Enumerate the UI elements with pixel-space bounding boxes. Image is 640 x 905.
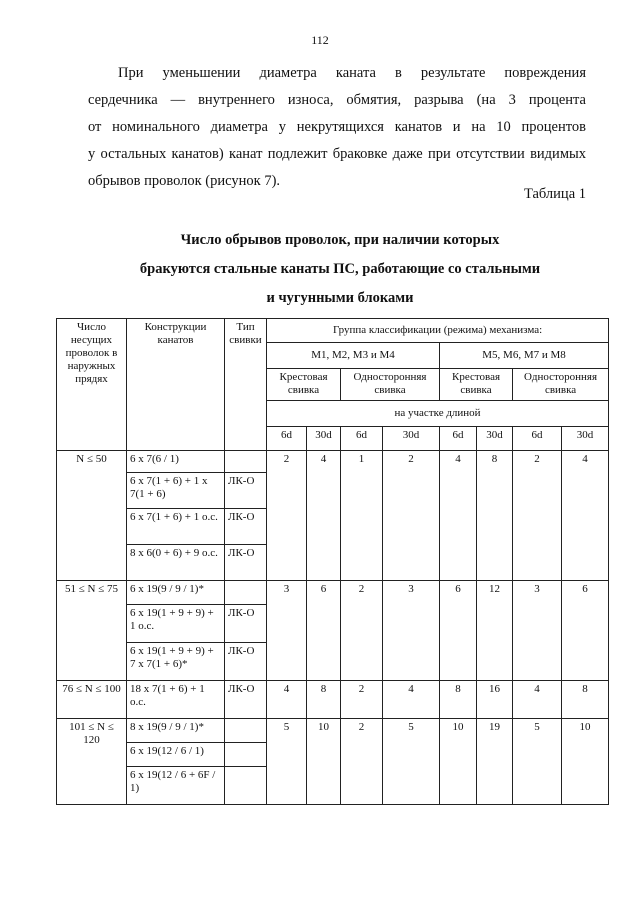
value-cell: 2 (341, 719, 383, 805)
header-6d: 6d (513, 427, 562, 451)
lay-type-cell (225, 581, 267, 605)
construction-cell: 18 x 7(1 + 6) + 1 о.с. (127, 681, 225, 719)
value-cell: 10 (562, 719, 609, 805)
table-title (0, 226, 640, 313)
title-line: и чугунными блоками (266, 290, 414, 306)
construction-cell: 8 x 6(0 + 6) + 9 о.с. (127, 545, 225, 581)
value-cell: 2 (341, 681, 383, 719)
value-cell: 12 (477, 581, 513, 681)
header-cross-lay: Крестовая свивка (267, 369, 341, 401)
header-30d: 30d (383, 427, 440, 451)
value-cell: 19 (477, 719, 513, 805)
group-range: N ≤ 50 (57, 451, 127, 581)
value-cell: 8 (477, 451, 513, 581)
lay-type-cell: ЛК-О (225, 643, 267, 681)
value-cell: 3 (383, 581, 440, 681)
header-6d: 6d (267, 427, 307, 451)
value-cell: 5 (267, 719, 307, 805)
value-cell: 4 (440, 451, 477, 581)
lay-type-cell (225, 719, 267, 743)
paragraph-line: у остальных канатов) канат подлежит браковке даже при отсутствии видимых (88, 146, 586, 162)
header-group-b: M5, M6, M7 и M8 (440, 343, 609, 369)
value-cell: 6 (307, 581, 341, 681)
lay-type-cell: ЛК-О (225, 509, 267, 545)
header-30d: 30d (477, 427, 513, 451)
header-lay-type: Тип свивки (225, 319, 267, 451)
header-group-a: M1, M2, M3 и M4 (267, 343, 440, 369)
body-paragraph (88, 60, 586, 195)
value-cell: 3 (513, 581, 562, 681)
construction-cell: 6 x 7(1 + 6) + 1 x 7(1 + 6) (127, 473, 225, 509)
paragraph-line: При уменьшении диаметра каната в результате повреждения (118, 65, 586, 81)
value-cell: 8 (440, 681, 477, 719)
paragraph-line: от номинального диаметра у некрутящихся канатов и на 10 процентов (88, 119, 586, 135)
paragraph-line: сердечника — внутреннего износа, обмятия, разрыва (на 3 процента (88, 92, 586, 108)
construction-cell: 6 x 7(6 / 1) (127, 451, 225, 473)
construction-cell: 6 x 19(9 / 9 / 1)* (127, 581, 225, 605)
header-one-side-lay: Односторонняя свивка (513, 369, 609, 401)
construction-cell: 6 x 19(1 + 9 + 9) + 7 x 7(1 + 6)* (127, 643, 225, 681)
construction-cell: 6 x 19(12 / 6 + 6F / 1) (127, 767, 225, 805)
construction-cell: 6 x 7(1 + 6) + 1 о.с. (127, 509, 225, 545)
value-cell: 2 (267, 451, 307, 581)
value-cell: 5 (383, 719, 440, 805)
table-label: Таблица 1 (523, 186, 586, 202)
value-cell: 3 (267, 581, 307, 681)
value-cell: 2 (341, 581, 383, 681)
lay-type-cell: ЛК-О (225, 681, 267, 719)
value-cell: 6 (440, 581, 477, 681)
value-cell: 4 (562, 451, 609, 581)
title-line: Число обрывов проволок, при наличии которых (180, 232, 500, 248)
header-wire-count: Число несущих проволок в наружных прядях (57, 319, 127, 451)
group-range: 101 ≤ N ≤ 120 (57, 719, 127, 805)
value-cell: 10 (440, 719, 477, 805)
wire-breaks-table (56, 318, 609, 805)
value-cell: 4 (513, 681, 562, 719)
value-cell: 5 (513, 719, 562, 805)
value-cell: 8 (307, 681, 341, 719)
header-6d: 6d (440, 427, 477, 451)
lay-type-cell: ЛК-О (225, 605, 267, 643)
construction-cell: 6 x 19(12 / 6 / 1) (127, 743, 225, 767)
lay-type-cell: ЛК-О (225, 545, 267, 581)
value-cell: 2 (513, 451, 562, 581)
lay-type-cell (225, 451, 267, 473)
header-30d: 30d (307, 427, 341, 451)
value-cell: 10 (307, 719, 341, 805)
title-line: бракуются стальные канаты ПС, работающие со стальными (139, 261, 541, 277)
value-cell: 4 (267, 681, 307, 719)
value-cell: 16 (477, 681, 513, 719)
header-30d: 30d (562, 427, 609, 451)
lay-type-cell: ЛК-О (225, 473, 267, 509)
group-range: 51 ≤ N ≤ 75 (57, 581, 127, 681)
header-cross-lay: Крестовая свивка (440, 369, 513, 401)
value-cell: 8 (562, 681, 609, 719)
construction-cell: 6 x 19(1 + 9 + 9) + 1 о.с. (127, 605, 225, 643)
header-construction: Конструкции канатов (127, 319, 225, 451)
lay-type-cell (225, 743, 267, 767)
page-number: 112 (311, 33, 329, 47)
value-cell: 2 (383, 451, 440, 581)
value-cell: 6 (562, 581, 609, 681)
value-cell: 4 (383, 681, 440, 719)
header-one-side-lay: Односторонняя свивка (341, 369, 440, 401)
header-section-length: на участке длиной (267, 401, 609, 427)
value-cell: 4 (307, 451, 341, 581)
paragraph-line: обрывов проволок (рисунок 7). (88, 173, 281, 189)
header-6d: 6d (341, 427, 383, 451)
construction-cell: 8 x 19(9 / 9 / 1)* (127, 719, 225, 743)
header-group: Группа классификации (режима) механизма: (267, 319, 609, 343)
lay-type-cell (225, 767, 267, 805)
group-range: 76 ≤ N ≤ 100 (57, 681, 127, 719)
value-cell: 1 (341, 451, 383, 581)
